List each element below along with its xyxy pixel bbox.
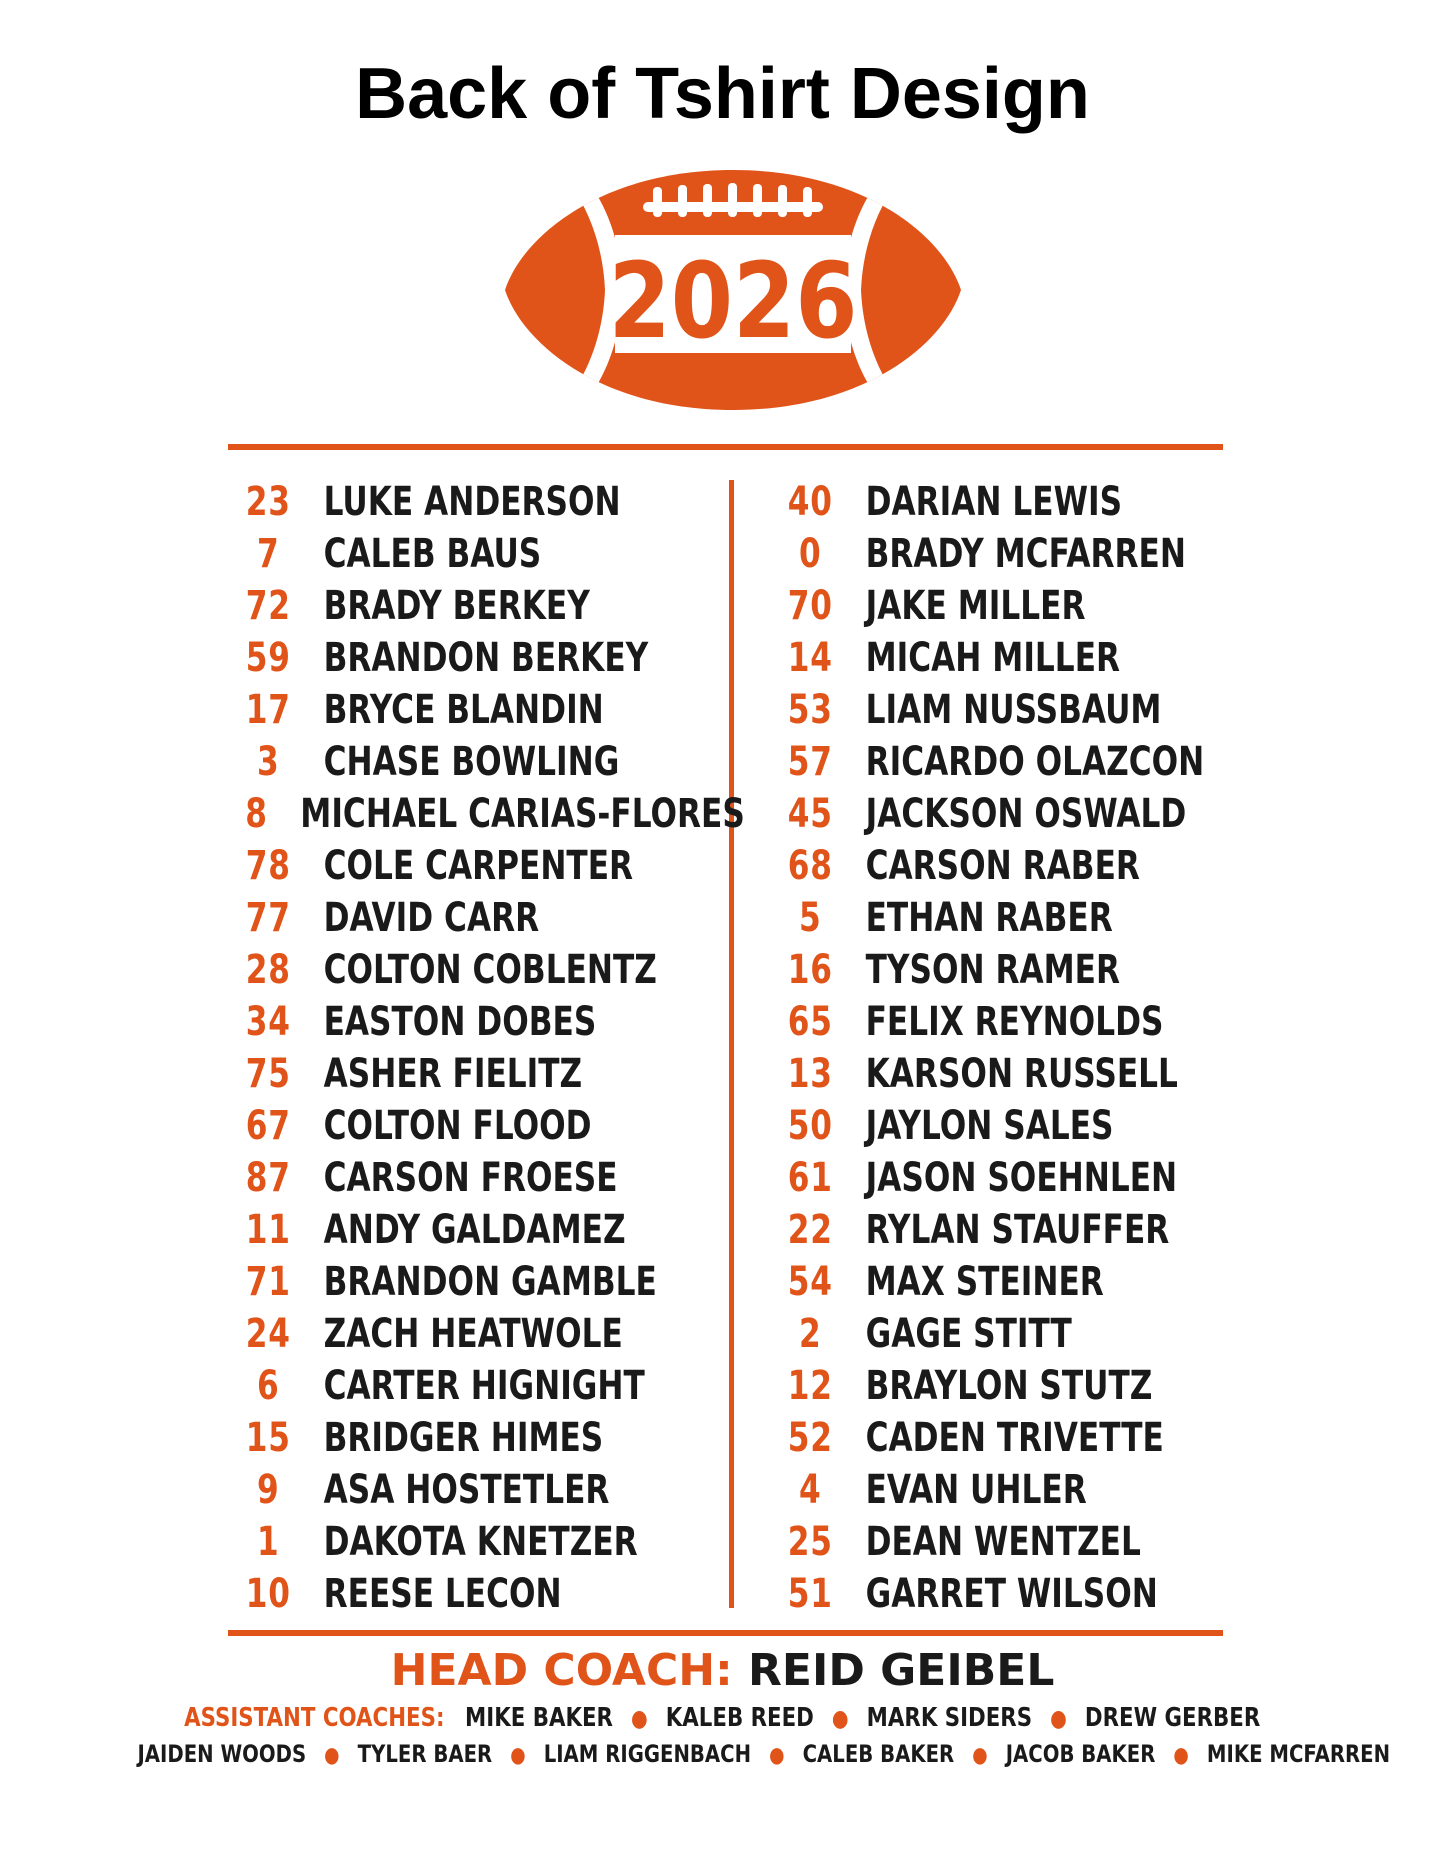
roster-row bbox=[772, 892, 1287, 944]
player-number: 10 bbox=[245, 1571, 291, 1617]
player-name: REESE LECON bbox=[323, 1571, 562, 1617]
roster-row bbox=[230, 892, 745, 944]
player-number: 2 bbox=[798, 1311, 822, 1357]
player-number: 67 bbox=[245, 1103, 291, 1149]
player-name: CADEN TRIVETTE bbox=[865, 1415, 1164, 1461]
assistant-coach-name: KALEB REED bbox=[666, 1703, 815, 1733]
separator-dot: ● bbox=[1050, 1704, 1068, 1732]
player-number: 15 bbox=[245, 1415, 291, 1461]
roster-row bbox=[772, 1360, 1287, 1412]
player-number: 53 bbox=[787, 687, 833, 733]
roster-row bbox=[230, 528, 745, 580]
roster-right-column bbox=[772, 476, 1292, 1620]
player-name: DARIAN LEWIS bbox=[865, 479, 1123, 525]
player-name: ETHAN RABER bbox=[865, 895, 1113, 941]
player-number: 12 bbox=[787, 1363, 833, 1409]
player-name: BRANDON BERKEY bbox=[323, 635, 649, 681]
roster-row bbox=[772, 1308, 1287, 1360]
roster-row bbox=[772, 1152, 1287, 1204]
player-name: TYSON RAMER bbox=[865, 947, 1121, 993]
roster-row bbox=[772, 996, 1287, 1048]
assistant-coaches-line-2 bbox=[0, 1742, 1445, 1767]
roster-row bbox=[230, 1464, 745, 1516]
player-name: RICARDO OLAZCON bbox=[865, 739, 1205, 785]
roster-row bbox=[772, 736, 1287, 788]
player-number: 24 bbox=[245, 1311, 291, 1357]
player-number: 22 bbox=[787, 1207, 833, 1253]
player-name: BRIDGER HIMES bbox=[323, 1415, 604, 1461]
player-number: 6 bbox=[256, 1363, 280, 1409]
separator-dot: ● bbox=[324, 1743, 340, 1768]
player-name: CARSON RABER bbox=[865, 843, 1140, 889]
assistant-coach-name: DREW GERBER bbox=[1085, 1703, 1261, 1733]
player-name: BRADY MCFARREN bbox=[865, 531, 1186, 577]
player-number: 87 bbox=[245, 1155, 291, 1201]
player-name: ANDY GALDAMEZ bbox=[323, 1207, 626, 1253]
player-name: BRANDON GAMBLE bbox=[323, 1259, 657, 1305]
player-number: 54 bbox=[787, 1259, 833, 1305]
player-name: GARRET WILSON bbox=[865, 1571, 1158, 1617]
player-number: 23 bbox=[245, 479, 291, 525]
roster-row bbox=[772, 840, 1287, 892]
separator-dot: ● bbox=[972, 1743, 988, 1768]
player-name: ASA HOSTETLER bbox=[323, 1467, 610, 1513]
player-name: ZACH HEATWOLE bbox=[323, 1311, 623, 1357]
roster-row bbox=[772, 632, 1287, 684]
roster-row bbox=[772, 1048, 1287, 1100]
roster-row bbox=[772, 788, 1287, 840]
player-number: 4 bbox=[798, 1467, 822, 1513]
player-number: 16 bbox=[787, 947, 833, 993]
player-number: 51 bbox=[787, 1571, 833, 1617]
player-number: 7 bbox=[256, 531, 280, 577]
player-number: 45 bbox=[787, 791, 833, 837]
player-number: 75 bbox=[245, 1051, 291, 1097]
player-number: 28 bbox=[245, 947, 291, 993]
year-text: 2026 bbox=[608, 240, 858, 362]
player-number: 34 bbox=[245, 999, 291, 1045]
player-name: DAVID CARR bbox=[323, 895, 540, 941]
roster-row bbox=[772, 580, 1287, 632]
assistant-coach-name: TYLER BAER bbox=[357, 1740, 493, 1768]
roster-row bbox=[772, 1464, 1287, 1516]
player-number: 68 bbox=[787, 843, 833, 889]
player-name: KARSON RUSSELL bbox=[865, 1051, 1178, 1097]
roster-row bbox=[772, 528, 1287, 580]
page-title: Back of Tshirt Design bbox=[355, 54, 1090, 134]
player-name: MAX STEINER bbox=[865, 1259, 1104, 1305]
player-number: 13 bbox=[787, 1051, 833, 1097]
player-number: 17 bbox=[245, 687, 291, 733]
player-name: JACKSON OSWALD bbox=[865, 791, 1187, 837]
roster-row bbox=[230, 476, 745, 528]
player-name: CALEB BAUS bbox=[323, 531, 542, 577]
player-number: 71 bbox=[245, 1259, 291, 1305]
roster-row bbox=[230, 840, 745, 892]
player-number: 50 bbox=[787, 1103, 833, 1149]
separator-dot: ● bbox=[832, 1704, 849, 1732]
player-number: 8 bbox=[245, 791, 268, 837]
player-number: 0 bbox=[798, 531, 822, 577]
assistant-coach-name: MIKE BAKER bbox=[465, 1703, 614, 1733]
roster-row bbox=[230, 1204, 745, 1256]
assistant-coaches-label: ASSISTANT COACHES: bbox=[184, 1703, 445, 1733]
player-number: 77 bbox=[245, 895, 291, 941]
football-logo bbox=[503, 165, 963, 415]
player-name: MICAH MILLER bbox=[865, 635, 1121, 681]
player-number: 59 bbox=[245, 635, 291, 681]
roster-row bbox=[230, 684, 745, 736]
roster-row bbox=[772, 476, 1287, 528]
roster-row bbox=[230, 996, 745, 1048]
player-number: 3 bbox=[256, 739, 280, 785]
player-name: DAKOTA KNETZER bbox=[323, 1519, 638, 1565]
player-name: DEAN WENTZEL bbox=[865, 1519, 1141, 1565]
player-name: CARSON FROESE bbox=[323, 1155, 618, 1201]
player-name: LIAM NUSSBAUM bbox=[865, 687, 1162, 733]
head-coach-name: REID GEIBEL bbox=[748, 1645, 1055, 1696]
assistant-coaches-line-1 bbox=[0, 1705, 1445, 1731]
player-number: 61 bbox=[787, 1155, 833, 1201]
assistant-coach-name: JAIDEN WOODS bbox=[137, 1740, 307, 1768]
roster-row bbox=[772, 1412, 1287, 1464]
player-name: BRYCE BLANDIN bbox=[323, 687, 604, 733]
roster-row bbox=[230, 1048, 745, 1100]
roster-row bbox=[772, 1256, 1287, 1308]
roster-row bbox=[230, 944, 745, 996]
player-name: GAGE STITT bbox=[865, 1311, 1072, 1357]
player-name: COLTON FLOOD bbox=[323, 1103, 592, 1149]
player-number: 9 bbox=[256, 1467, 280, 1513]
roster-row bbox=[230, 1308, 745, 1360]
player-number: 78 bbox=[245, 843, 291, 889]
player-name: JAKE MILLER bbox=[865, 583, 1086, 629]
assistant-coach-name: LIAM RIGGENBACH bbox=[543, 1740, 752, 1768]
roster-row bbox=[230, 1152, 745, 1204]
player-name: ASHER FIELITZ bbox=[323, 1051, 583, 1097]
assistant-coach-name: JACOB BAKER bbox=[1005, 1740, 1156, 1768]
player-name: CHASE BOWLING bbox=[323, 739, 620, 785]
roster-row bbox=[230, 1516, 745, 1568]
roster-row bbox=[772, 684, 1287, 736]
player-number: 1 bbox=[256, 1519, 280, 1565]
roster-row bbox=[230, 1360, 745, 1412]
roster-row bbox=[230, 1256, 745, 1308]
player-name: JASON SOEHNLEN bbox=[865, 1155, 1178, 1201]
roster-row bbox=[772, 1204, 1287, 1256]
player-number: 14 bbox=[787, 635, 833, 681]
player-name: EASTON DOBES bbox=[323, 999, 597, 1045]
roster-row bbox=[230, 736, 745, 788]
head-coach bbox=[0, 1645, 1445, 1698]
player-number: 5 bbox=[798, 895, 822, 941]
player-name: BRADY BERKEY bbox=[323, 583, 590, 629]
roster-row bbox=[230, 1568, 745, 1620]
player-number: 70 bbox=[787, 583, 833, 629]
player-number: 25 bbox=[787, 1519, 833, 1565]
player-name: RYLAN STAUFFER bbox=[865, 1207, 1170, 1253]
player-name: JAYLON SALES bbox=[865, 1103, 1114, 1149]
player-name: BRAYLON STUTZ bbox=[865, 1363, 1153, 1409]
player-name: MICHAEL CARIAS-FLORES bbox=[300, 791, 745, 837]
roster-row bbox=[772, 1516, 1287, 1568]
roster-row bbox=[230, 632, 745, 684]
separator-dot: ● bbox=[1173, 1743, 1189, 1768]
separator-dot: ● bbox=[631, 1704, 649, 1732]
player-number: 52 bbox=[787, 1415, 833, 1461]
player-name: EVAN UHLER bbox=[865, 1467, 1087, 1513]
player-number: 65 bbox=[787, 999, 833, 1045]
head-coach-label: HEAD COACH: bbox=[390, 1645, 733, 1696]
roster-row bbox=[230, 788, 745, 840]
roster-left-column bbox=[230, 476, 750, 1620]
roster-row bbox=[230, 1100, 745, 1152]
player-name: LUKE ANDERSON bbox=[323, 479, 621, 525]
roster-row bbox=[772, 1100, 1287, 1152]
separator-dot: ● bbox=[769, 1743, 785, 1768]
player-number: 40 bbox=[787, 479, 833, 525]
player-name: COLE CARPENTER bbox=[323, 843, 634, 889]
player-name: CARTER HIGNIGHT bbox=[323, 1363, 645, 1409]
top-divider bbox=[228, 444, 1223, 450]
player-number: 11 bbox=[245, 1207, 291, 1253]
roster-row bbox=[772, 1568, 1287, 1620]
bottom-divider bbox=[228, 1630, 1223, 1636]
assistant-coach-name: MIKE MCFARREN bbox=[1206, 1740, 1391, 1768]
player-number: 72 bbox=[245, 583, 291, 629]
assistant-coach-name: CALEB BAKER bbox=[802, 1740, 955, 1768]
assistant-coach-name: MARK SIDERS bbox=[866, 1703, 1033, 1733]
player-number: 57 bbox=[787, 739, 833, 785]
roster-row bbox=[230, 1412, 745, 1464]
player-name: FELIX REYNOLDS bbox=[865, 999, 1164, 1045]
separator-dot: ● bbox=[510, 1743, 526, 1768]
roster-row bbox=[772, 944, 1287, 996]
player-name: COLTON COBLENTZ bbox=[323, 947, 657, 993]
roster-row bbox=[230, 580, 745, 632]
